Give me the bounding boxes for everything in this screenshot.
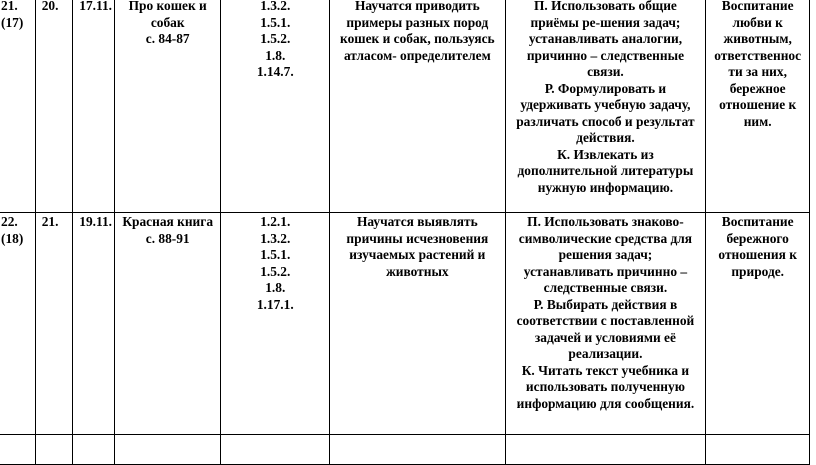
codes-cell: [221, 213, 330, 435]
code-line: 1.3.2.: [260, 230, 291, 246]
topic-number-cell: [35, 213, 73, 435]
topic-number: 20.: [41, 0, 59, 13]
empty-cell: [505, 435, 706, 465]
empty-cell: [35, 435, 73, 465]
uud-line: устанавливать аналогии,: [528, 31, 683, 46]
uud-line: П. Использовать знаково-: [527, 214, 684, 229]
uud-line: реализации.: [568, 346, 643, 361]
topic-cell: [115, 0, 221, 213]
uud-line: задачей и условиями её: [534, 329, 676, 345]
code-line: 1.8.: [265, 47, 286, 63]
personal-results-line: бережное: [729, 80, 786, 96]
uud-line: связи.: [587, 64, 624, 79]
subject-results-line: изучаемых растений и: [349, 247, 486, 262]
topic-line: с. 88-91: [145, 230, 190, 246]
subject-results-line: кошек и собак, пользуясь: [340, 31, 495, 46]
personal-results-line: любви к: [732, 14, 783, 30]
personal-results-cell: [706, 213, 810, 435]
topic-number-cell: [35, 0, 73, 213]
uud-line: следственные связи.: [543, 280, 668, 295]
topic-number: 21.: [41, 214, 59, 229]
code-line: 1.3.2.: [260, 0, 291, 13]
topic-cell: [115, 213, 221, 435]
topic-line: Красная книга: [122, 214, 214, 229]
date-cell: [73, 0, 115, 213]
personal-results-line: ним.: [743, 113, 772, 129]
subject-results-line: причины исчезновения: [346, 230, 489, 246]
uud-cell: [505, 213, 706, 435]
uud-cell: [505, 0, 706, 213]
personal-results-line: бережного: [726, 230, 789, 246]
uud-line: решения задач;: [558, 247, 653, 262]
subject-results-line: животных: [386, 263, 449, 279]
personal-results-line: животным,: [723, 31, 792, 46]
uud-line: Р. Выбирать действия в: [533, 296, 678, 312]
empty-cell: [330, 435, 505, 465]
date-cell: [73, 213, 115, 435]
uud-line: приёмы ре-шения задач;: [530, 14, 681, 30]
table-row: [0, 0, 810, 213]
topic-line: с. 84-87: [145, 31, 190, 46]
subject-results-cell: [330, 0, 505, 213]
empty-cell: [73, 435, 115, 465]
empty-cell: [221, 435, 330, 465]
uud-line: действия.: [576, 130, 635, 145]
personal-results-line: Воспитание: [721, 214, 794, 229]
code-line: 1.5.1.: [260, 247, 291, 262]
code-line: 1.17.1.: [256, 296, 294, 312]
code-line: 1.8.: [265, 280, 286, 295]
uud-line: символические средства для: [518, 230, 693, 246]
code-line: 1.5.1.: [260, 14, 291, 30]
subject-results-cell: [330, 213, 505, 435]
uud-line: К. Читать текст учебника и: [521, 362, 690, 378]
personal-results-line: отношение к: [719, 97, 797, 112]
uud-line: нужную информацию.: [537, 179, 674, 195]
topic-line: Про кошек и: [128, 0, 207, 13]
uud-line: К. Извлекать из: [557, 146, 654, 162]
lesson-number-line: 21.: [1, 0, 18, 13]
personal-results-line: ответственнос: [714, 47, 802, 63]
personal-results-cell: [706, 0, 810, 213]
personal-results-line: ти за них,: [728, 64, 787, 79]
uud-line: Р. Формулировать и: [544, 80, 667, 96]
empty-cell: [0, 435, 35, 465]
lesson-date: 19.11.: [79, 214, 113, 229]
personal-results-line: природе.: [731, 263, 785, 279]
uud-line: дополнительной литературы: [517, 163, 694, 178]
code-line: 1.5.2.: [260, 263, 291, 279]
table-row-empty: [0, 435, 810, 465]
empty-cell: [706, 435, 810, 465]
personal-results-line: Воспитание: [721, 0, 794, 13]
codes-cell: [221, 0, 330, 213]
lesson-number-line: 22.: [1, 214, 18, 229]
code-line: 1.14.7.: [256, 64, 294, 79]
code-line: 1.5.2.: [260, 31, 291, 46]
personal-results-line: отношения к: [718, 247, 797, 262]
lesson-number-cell: [0, 0, 35, 213]
uud-line: устанавливать причинно –: [523, 263, 688, 279]
lesson-number-cell: [0, 213, 35, 435]
subject-results-line: Научатся выявлять: [356, 214, 478, 229]
lesson-date: 17.11.: [79, 0, 113, 13]
subject-results-line: Научатся приводить: [354, 0, 480, 13]
subject-results-line: атласом- определителем: [343, 47, 491, 63]
subject-results-line: примеры разных пород: [346, 14, 489, 30]
code-line: 1.2.1.: [260, 214, 291, 229]
lesson-number-line: (17): [1, 14, 24, 30]
uud-line: различать способ и результат: [516, 113, 695, 129]
uud-line: удерживать учебную задачу,: [520, 97, 691, 112]
topic-line: собак: [150, 14, 185, 30]
table-row: [0, 213, 810, 435]
uud-line: использовать полученную: [525, 379, 685, 394]
uud-line: соответствии с поставленной: [516, 313, 695, 328]
empty-cell: [115, 435, 221, 465]
lesson-number-line: (18): [1, 230, 24, 246]
uud-line: причинно – следственные: [526, 47, 685, 63]
uud-line: П. Использовать общие: [533, 0, 677, 13]
uud-line: информацию для сообщения.: [516, 395, 695, 411]
